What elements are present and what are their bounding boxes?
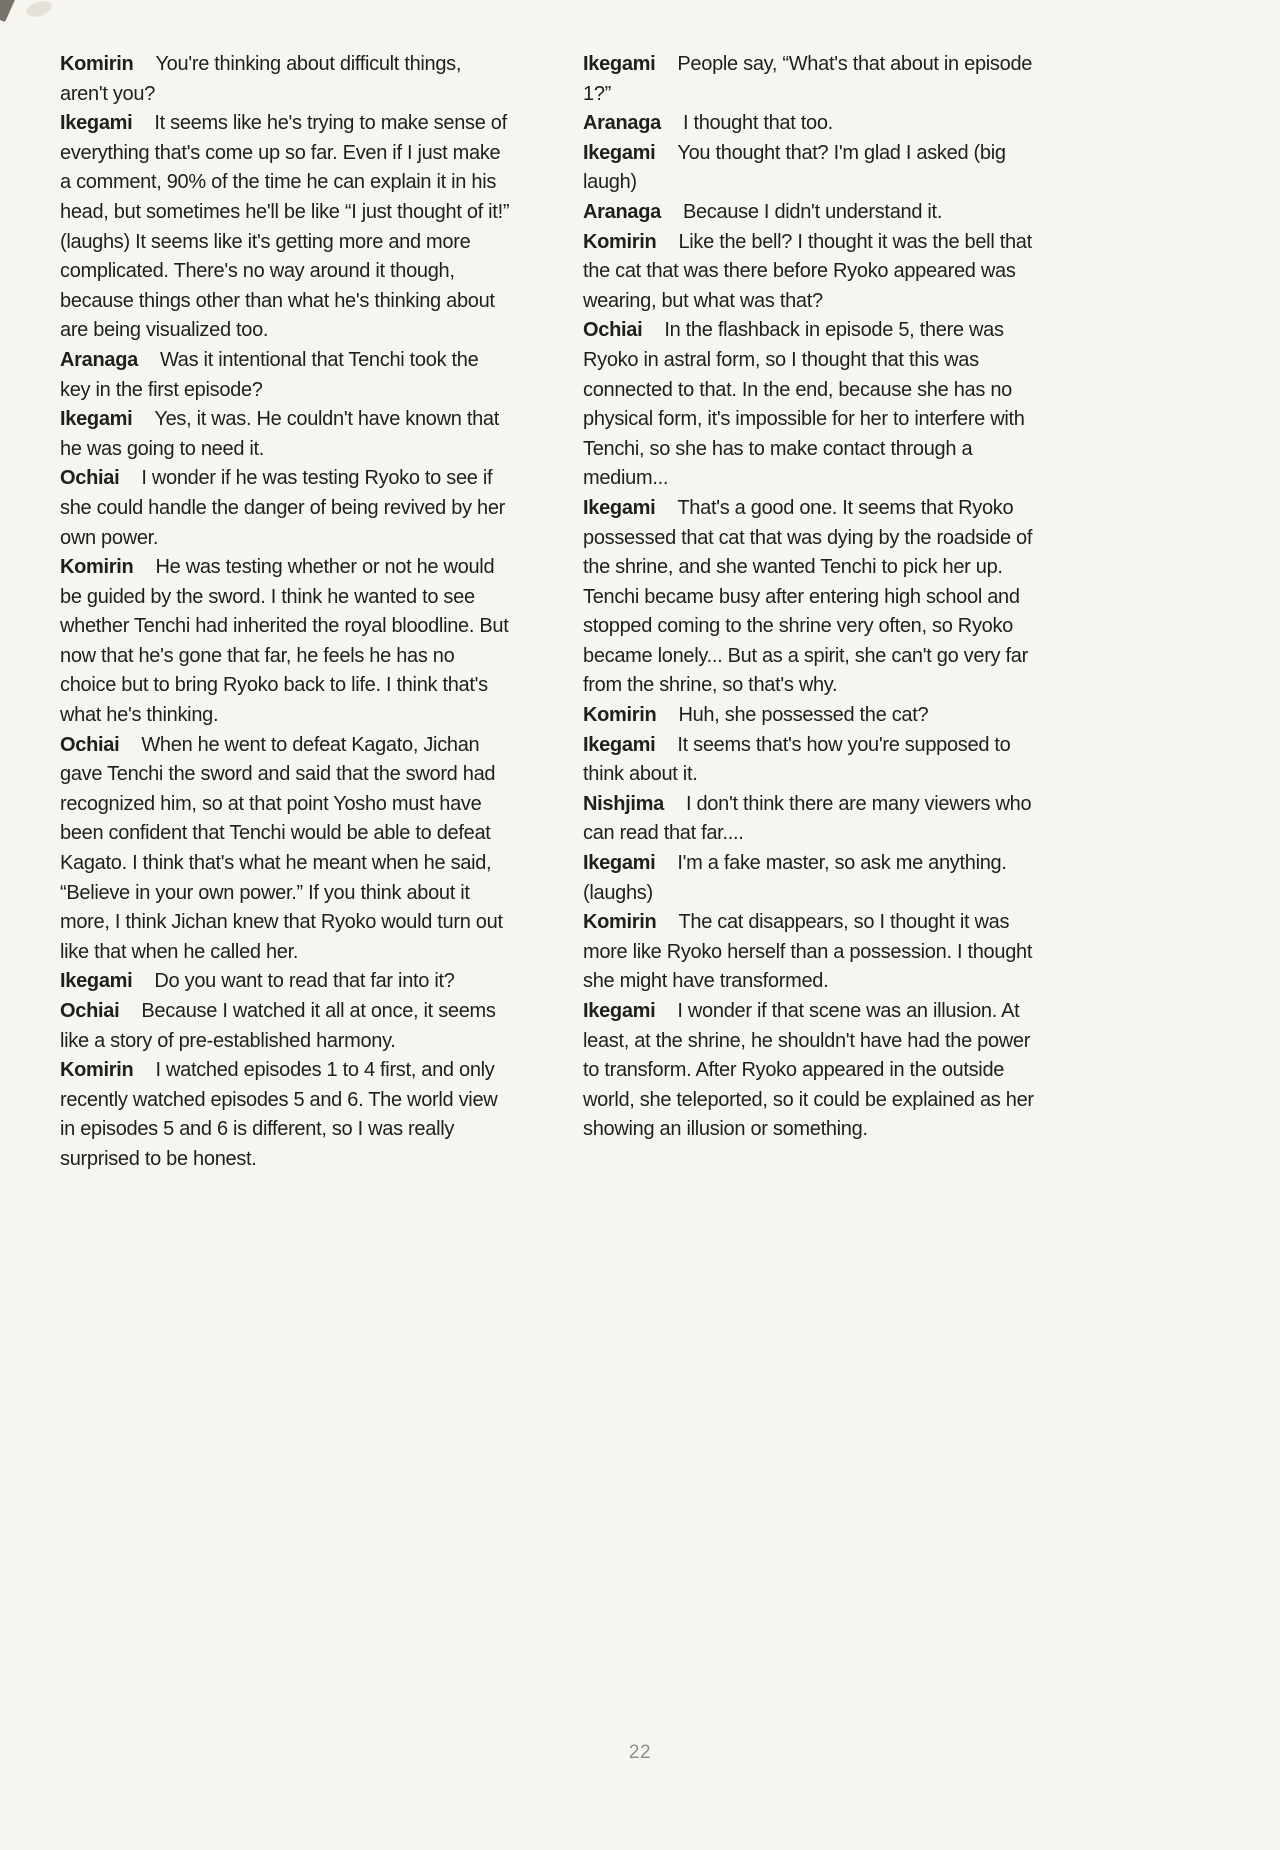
dialogue-text: People say, “What's that about in episode 1?” xyxy=(583,53,1033,105)
speaker-name: Nishjima xyxy=(583,792,664,815)
dialogue-paragraph xyxy=(583,198,1035,228)
dialogue-paragraph xyxy=(60,967,512,997)
dialogue-text: In the flashback in episode 5, there was Ryoko in astral form, so I thought that this was connected to that. In the end, because she has no physical form, it's impossible for her to interfere with Tenchi, so she has to make contact through a medium... xyxy=(583,319,1025,490)
dialogue-paragraph xyxy=(60,997,512,1056)
dialogue-text: I thought that too. xyxy=(682,112,833,135)
dialogue-paragraph xyxy=(583,731,1035,790)
scan-corner-artifact xyxy=(0,0,16,22)
dialogue-paragraph xyxy=(60,553,512,731)
scan-smudge-artifact xyxy=(24,0,53,20)
dialogue-text: It seems like he's trying to make sense of everything that's come up so far. Even if I just make a comment, 90% of the time he can explain it in his head, but sometimes he'll be like “I just thought of it!” (laughs) It seems like it's getting more and more complicated. There's no way around it though, because things other than what he's thinking about are being visualized too. xyxy=(60,112,510,342)
dialogue-paragraph xyxy=(583,908,1035,997)
dialogue-text: When he went to defeat Kagato, Jichan gave Tenchi the sword and said that the sword had recognized him, so at that point Yosho must have been confident that Tenchi would be able to defeat Kagato. I think that's what he meant when he said, “Believe in your own power.” If you think about it more, I think Jichan knew that Ryoko would turn out like that when he called her. xyxy=(60,733,503,963)
speaker-name: Komirin xyxy=(583,911,657,934)
dialogue-paragraph xyxy=(60,731,512,968)
dialogue-text: I don't think there are many viewers who can read that far.... xyxy=(583,792,1032,845)
speaker-name: Komirin xyxy=(60,53,134,75)
dialogue-text: You're thinking about difficult things, aren't you? xyxy=(60,53,462,105)
dialogue-paragraph xyxy=(583,849,1035,908)
dialogue-text: I wonder if that scene was an illusion. At least, at the shrine, he shouldn't have had the power to transform. After Ryoko appeared in the outside world, she teleported, so it could be explained as her showing an illusion or something. xyxy=(583,1000,1034,1141)
dialogue-text: I wonder if he was testing Ryoko to see if she could handle the danger of being revived by her own power. xyxy=(60,467,506,549)
dialogue-paragraph xyxy=(60,405,512,464)
speaker-name: Ikegami xyxy=(583,733,656,756)
speaker-name: Ikegami xyxy=(60,112,133,135)
speaker-name: Komirin xyxy=(60,1059,134,1082)
dialogue-paragraph xyxy=(60,1056,512,1174)
page-number: 22 xyxy=(628,1742,652,1763)
dialogue-text: That's a good one. It seems that Ryoko possessed that cat that was dying by the roadside of the shrine, and she wanted Tenchi to pick her up. Tenchi became busy after entering high school and stopped coming to the shrine very often, so Ryoko became lonely... But as a spirit, she can't go very far from the shrine, so that's why. xyxy=(583,496,1033,697)
dialogue-text: Yes, it was. He couldn't have known that he was going to need it. xyxy=(60,408,500,460)
dialogue-text: I'm a fake master, so ask me anything. (laughs) xyxy=(583,852,1007,904)
dialogue-paragraph xyxy=(583,50,1035,109)
dialogue-paragraph xyxy=(60,50,512,109)
speaker-name: Ikegami xyxy=(60,970,133,993)
dialogue-text: Huh, she possessed the cat? xyxy=(678,704,929,727)
dialogue-paragraph xyxy=(583,701,1035,731)
speaker-name: Ochiai xyxy=(583,319,643,342)
speaker-name: Ikegami xyxy=(60,408,133,431)
dialogue-text: He was testing whether or not he would be guided by the sword. I think he wanted to see whether Tenchi had inherited the royal bloodline. But now that he's gone that far, he feels he has no choice but to bring Ryoko back to life. I think that's what he's thinking. xyxy=(60,556,509,727)
dialogue-paragraph xyxy=(583,997,1035,1145)
dialogue-text: It seems that's how you're supposed to think about it. xyxy=(583,733,1011,786)
speaker-name: Aranaga xyxy=(583,200,661,223)
speaker-name: Ikegami xyxy=(583,53,656,75)
speaker-name: Aranaga xyxy=(583,112,661,135)
speaker-name: Ikegami xyxy=(583,1000,656,1022)
dialogue-text: I watched episodes 1 to 4 first, and only recently watched episodes 5 and 6. The world view in episodes 5 and 6 is different, so I was really surprised to be honest. xyxy=(60,1059,498,1170)
dialogue-paragraph xyxy=(583,790,1035,849)
speaker-name: Ikegami xyxy=(583,141,656,164)
speaker-name: Ochiai xyxy=(60,467,120,490)
text-column-left xyxy=(60,50,512,1175)
speaker-name: Komirin xyxy=(583,704,657,727)
dialogue-text: The cat disappears, so I thought it was more like Ryoko herself than a possession. I thought she might have transformed. xyxy=(583,911,1033,993)
speaker-name: Aranaga xyxy=(60,348,138,371)
dialogue-text: Because I watched it all at once, it seems like a story of pre-established harmony. xyxy=(60,1000,496,1052)
dialogue-paragraph xyxy=(583,109,1035,139)
text-column-right xyxy=(583,50,1035,1175)
dialogue-columns xyxy=(60,50,1035,1175)
dialogue-paragraph xyxy=(583,228,1035,317)
dialogue-text: Like the bell? I thought it was the bell that the cat that was there before Ryoko appeared was wearing, but what was that? xyxy=(583,230,1032,312)
dialogue-text: Because I didn't understand it. xyxy=(682,200,943,223)
speaker-name: Komirin xyxy=(583,230,657,253)
dialogue-paragraph xyxy=(583,494,1035,701)
speaker-name: Ochiai xyxy=(60,733,120,756)
speaker-name: Ikegami xyxy=(583,852,656,875)
speaker-name: Ochiai xyxy=(60,1000,120,1022)
dialogue-paragraph xyxy=(60,109,512,346)
dialogue-paragraph xyxy=(583,139,1035,198)
dialogue-paragraph xyxy=(60,346,512,405)
dialogue-paragraph xyxy=(60,464,512,553)
dialogue-paragraph xyxy=(583,316,1035,494)
dialogue-text: Do you want to read that far into it? xyxy=(154,970,455,993)
dialogue-text: You thought that? I'm glad I asked (big laugh) xyxy=(583,141,1006,194)
speaker-name: Komirin xyxy=(60,556,134,579)
dialogue-text: Was it intentional that Tenchi took the key in the first episode? xyxy=(60,348,479,401)
speaker-name: Ikegami xyxy=(583,496,656,519)
